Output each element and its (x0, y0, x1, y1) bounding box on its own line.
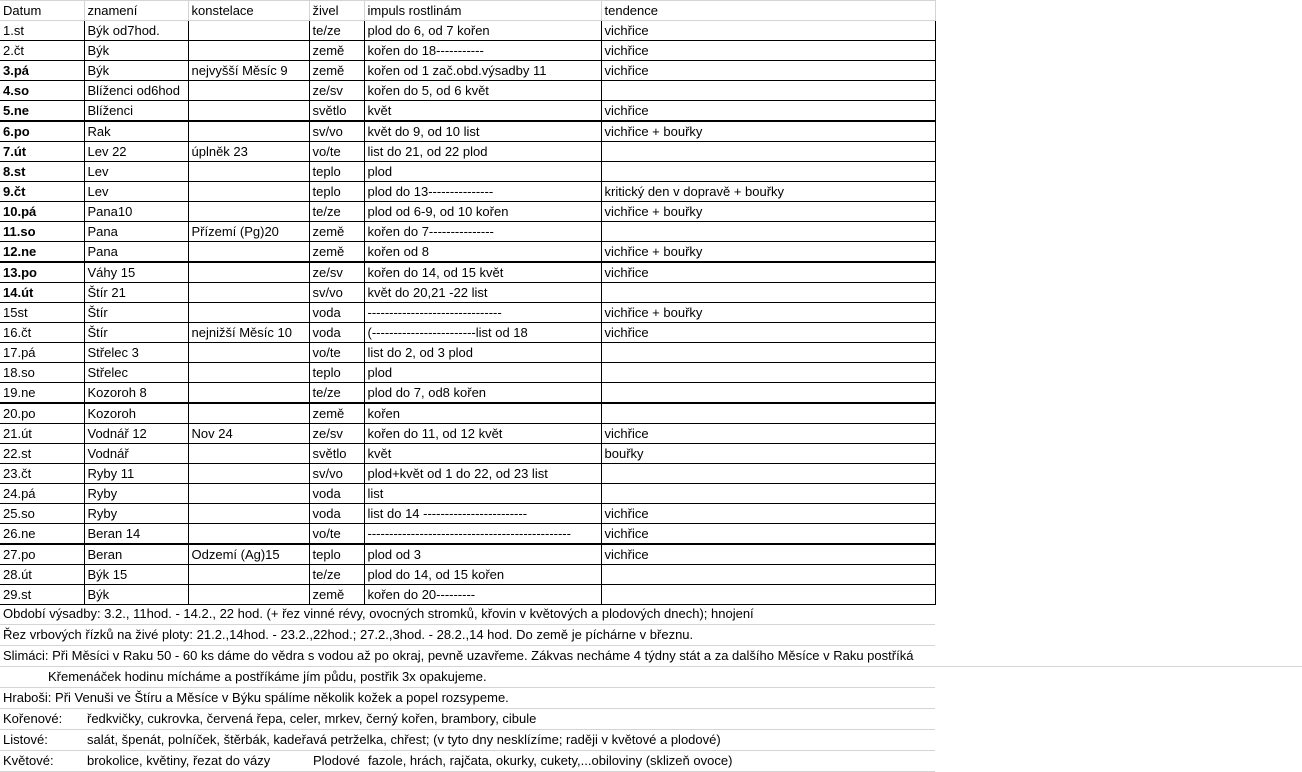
cell-constellation[interactable] (188, 383, 309, 404)
cell-constellation[interactable] (188, 565, 309, 585)
cell-constellation[interactable] (188, 403, 309, 424)
table-row (0, 403, 935, 424)
cell-impulse[interactable]: kořen do 20--------- (364, 585, 601, 605)
plodove-label: Plodové (313, 753, 360, 768)
cell-sign[interactable]: Ryby 11 (84, 464, 188, 484)
cell-constellation[interactable] (188, 283, 309, 303)
cell-constellation[interactable]: nejvyšší Měsíc 9 (188, 61, 309, 81)
cell-impulse[interactable]: plod do 13--------------- (364, 182, 601, 202)
cell-date[interactable]: 16.čt (0, 323, 84, 343)
cell-element[interactable]: voda (309, 323, 364, 343)
cell-trend[interactable]: vichřice + bouřky (601, 202, 935, 222)
table-row (0, 343, 935, 363)
cell-impulse[interactable]: kořen do 14, od 15 květ (364, 262, 601, 283)
cell-date[interactable]: 21.út (0, 424, 84, 444)
cell-constellation[interactable] (188, 41, 309, 61)
cell-trend[interactable]: vichřice (601, 61, 935, 81)
cell-date[interactable]: 3.pá (0, 61, 84, 81)
cell-constellation[interactable] (188, 484, 309, 504)
table-row (0, 363, 935, 383)
cell-impulse[interactable]: kořen do 5, od 6 květ (364, 81, 601, 101)
cell-sign[interactable]: Lev 22 (84, 142, 188, 162)
table-row (0, 202, 935, 222)
cell-sign[interactable]: Lev (84, 182, 188, 202)
cell-constellation[interactable] (188, 504, 309, 524)
cell-sign[interactable]: Váhy 15 (84, 262, 188, 283)
table-row (0, 484, 935, 504)
cell-impulse[interactable]: plod od 3 (364, 544, 601, 565)
cell-trend[interactable] (601, 363, 935, 383)
table-row (0, 262, 935, 283)
cell-trend[interactable] (601, 283, 935, 303)
cell-impulse[interactable]: květ do 9, od 10 list (364, 121, 601, 142)
cell-impulse[interactable]: list (364, 484, 601, 504)
plodove-text: fazole, hrách, rajčata, okurky, cukety,...obiloviny (sklizeň ovoce) (368, 753, 733, 768)
note-korenove[interactable] (0, 709, 935, 730)
cell-constellation[interactable] (188, 262, 309, 283)
cell-date[interactable]: 9.čt (0, 182, 84, 202)
cell-date[interactable]: 22.st (0, 444, 84, 464)
cell-element[interactable]: země (309, 242, 364, 263)
table-row (0, 444, 935, 464)
cell-sign[interactable]: Kozoroh (84, 403, 188, 424)
cell-constellation[interactable] (188, 444, 309, 464)
cell-trend[interactable] (601, 81, 935, 101)
cell-sign[interactable]: Býk od7hod. (84, 21, 188, 41)
cell-date[interactable]: 24.pá (0, 484, 84, 504)
cell-constellation[interactable] (188, 202, 309, 222)
cell-trend[interactable]: vichřice (601, 101, 935, 122)
cell-constellation[interactable] (188, 21, 309, 41)
table-row (0, 162, 935, 182)
cell-constellation[interactable] (188, 81, 309, 101)
cell-sign[interactable]: Kozoroh 8 (84, 383, 188, 404)
table-row (0, 21, 935, 41)
table-row (0, 182, 935, 202)
cell-trend[interactable]: vichřice (601, 424, 935, 444)
cell-impulse[interactable]: list do 14 ------------------------ (364, 504, 601, 524)
cell-trend[interactable] (601, 565, 935, 585)
note-listove[interactable] (0, 730, 935, 751)
cell-element[interactable]: světlo (309, 101, 364, 122)
cell-sign[interactable]: Ryby (84, 484, 188, 504)
korenove-text: ředkvičky, cukrovka, červená řepa, celer, mrkev, černý kořen, brambory, cibule (87, 711, 537, 726)
cell-impulse[interactable]: plod do 14, od 15 kořen (364, 565, 601, 585)
table-row (0, 41, 935, 61)
cell-element[interactable]: sv/vo (309, 283, 364, 303)
cell-trend[interactable]: vichřice (601, 323, 935, 343)
cell-impulse[interactable]: květ (364, 444, 601, 464)
table-row (0, 585, 935, 605)
cell-element[interactable]: voda (309, 484, 364, 504)
note-kvetove[interactable] (0, 751, 935, 772)
cell-element[interactable]: sv/vo (309, 464, 364, 484)
cell-element[interactable]: země (309, 41, 364, 61)
cell-element[interactable]: vo/te (309, 343, 364, 363)
cell-impulse[interactable]: ----------------------------------------------- (364, 524, 601, 545)
cell-sign[interactable]: Ryby (84, 504, 188, 524)
cell-element[interactable]: ze/sv (309, 262, 364, 283)
cell-sign[interactable]: Vodnář (84, 444, 188, 464)
cell-constellation[interactable] (188, 363, 309, 383)
table-row (0, 121, 935, 142)
cell-element[interactable]: voda (309, 504, 364, 524)
cell-date[interactable]: 11.so (0, 222, 84, 242)
cell-impulse[interactable]: plod do 7, od8 kořen (364, 383, 601, 404)
table-row (0, 61, 935, 81)
cell-impulse[interactable]: list do 2, od 3 plod (364, 343, 601, 363)
cell-impulse[interactable]: plod od 6-9, od 10 kořen (364, 202, 601, 222)
cell-trend[interactable] (601, 403, 935, 424)
table-row (0, 81, 935, 101)
cell-sign[interactable]: Pana10 (84, 202, 188, 222)
note-slimaci[interactable]: Slimáci: Při Měsíci v Raku 50 - 60 ks dáme do vědra s vodou až po okraj, pevně uzavřeme. Zákvas necháme 4 týdny stát a za dalšího Měsíce v Raku postříká (0, 646, 1302, 667)
cell-trend[interactable]: vichřice (601, 524, 935, 545)
table-row (0, 303, 935, 323)
cell-constellation[interactable]: nejnižší Měsíc 10 (188, 323, 309, 343)
cell-element[interactable]: světlo (309, 444, 364, 464)
cell-impulse[interactable]: kořen od 1 zač.obd.výsadby 11 (364, 61, 601, 81)
cell-trend[interactable]: vichřice + bouřky (601, 303, 935, 323)
table-row (0, 242, 935, 263)
table-row (0, 383, 935, 404)
cell-impulse[interactable]: kořen do 11, od 12 květ (364, 424, 601, 444)
cell-impulse[interactable]: kořen do 7--------------- (364, 222, 601, 242)
cell-impulse[interactable]: květ (364, 101, 601, 122)
cell-element[interactable]: voda (309, 303, 364, 323)
cell-trend[interactable] (601, 383, 935, 404)
note-hrabosi[interactable]: Hraboši: Při Venuši ve Štíru a Měsíce v Býku spálíme několik kožek a popel rozsypeme. (0, 688, 935, 709)
cell-date[interactable]: 12.ne (0, 242, 84, 263)
kvetove-label: Květové: (3, 753, 54, 768)
cell-date[interactable]: 8.st (0, 162, 84, 182)
cell-element[interactable]: te/ze (309, 202, 364, 222)
cell-date[interactable]: 14.út (0, 283, 84, 303)
cell-sign[interactable]: Pana (84, 242, 188, 263)
cell-impulse[interactable]: květ do 20,21 -22 list (364, 283, 601, 303)
cell-sign[interactable]: Beran 14 (84, 524, 188, 545)
cell-date[interactable]: 6.po (0, 121, 84, 142)
cell-impulse[interactable]: plod+květ od 1 do 22, od 23 list (364, 464, 601, 484)
table-row (0, 544, 935, 565)
cell-element[interactable]: ze/sv (309, 81, 364, 101)
cell-trend[interactable] (601, 484, 935, 504)
cell-sign[interactable]: Rak (84, 121, 188, 142)
cell-impulse[interactable]: kořen (364, 403, 601, 424)
cell-date[interactable]: 13.po (0, 262, 84, 283)
cell-impulse[interactable]: list do 21, od 22 plod (364, 142, 601, 162)
cell-element[interactable]: teplo (309, 363, 364, 383)
cell-sign[interactable]: Štír 21 (84, 283, 188, 303)
cell-trend[interactable] (601, 142, 935, 162)
cell-date[interactable]: 29.st (0, 585, 84, 605)
cell-constellation[interactable] (188, 182, 309, 202)
cell-sign[interactable]: Býk (84, 41, 188, 61)
cell-constellation[interactable] (188, 464, 309, 484)
note-kremenacek[interactable] (0, 667, 935, 688)
cell-trend[interactable]: vichřice (601, 21, 935, 41)
cell-constellation[interactable]: Přízemí (Pg)20 (188, 222, 309, 242)
table-row (0, 504, 935, 524)
cell-sign[interactable]: Vodnář 12 (84, 424, 188, 444)
cell-impulse[interactable]: plod (364, 162, 601, 182)
cell-trend[interactable] (601, 464, 935, 484)
listove-text: salát, špenát, polníček, štěrbák, kadeřavá petrželka, chřest; (v tyto dny nesklízíme; raději v květové a plodové) (87, 732, 721, 747)
cell-sign[interactable]: Lev (84, 162, 188, 182)
table-row (0, 222, 935, 242)
cell-sign[interactable]: Býk 15 (84, 565, 188, 585)
cell-sign[interactable]: Blíženci od6hod (84, 81, 188, 101)
cell-element[interactable]: vo/te (309, 524, 364, 545)
cell-sign[interactable]: Beran (84, 544, 188, 565)
cell-date[interactable]: 1.st (0, 21, 84, 41)
cell-date[interactable]: 10.pá (0, 202, 84, 222)
header-impuls[interactable]: impuls rostlinám (364, 1, 601, 21)
cell-element[interactable]: te/ze (309, 383, 364, 404)
cell-constellation[interactable] (188, 162, 309, 182)
cell-constellation[interactable] (188, 101, 309, 122)
cell-element[interactable]: země (309, 403, 364, 424)
cell-date[interactable]: 2.čt (0, 41, 84, 61)
cell-date[interactable]: 20.po (0, 403, 84, 424)
cell-date[interactable]: 15st (0, 303, 84, 323)
cell-impulse[interactable]: plod do 6, od 7 kořen (364, 21, 601, 41)
cell-trend[interactable] (601, 585, 935, 605)
header-row (0, 1, 935, 21)
cell-date[interactable]: 28.út (0, 565, 84, 585)
cell-element[interactable]: země (309, 585, 364, 605)
table-row (0, 464, 935, 484)
cell-element[interactable]: te/ze (309, 21, 364, 41)
kvetove-text: brokolice, květiny, řezat do vázy (87, 753, 271, 768)
cell-trend[interactable] (601, 343, 935, 363)
cell-constellation[interactable] (188, 585, 309, 605)
cell-constellation[interactable] (188, 343, 309, 363)
cell-trend[interactable] (601, 222, 935, 242)
cell-sign[interactable]: Pana (84, 222, 188, 242)
cell-trend[interactable]: vichřice (601, 262, 935, 283)
table-row (0, 323, 935, 343)
cell-trend[interactable]: vichřice + bouřky (601, 121, 935, 142)
table-row (0, 565, 935, 585)
note-kremenacek-text: Křemenáček hodinu mícháme a postříkáme jím půdu, postřik 3x opakujeme. (48, 669, 487, 684)
cell-trend[interactable]: vichřice (601, 544, 935, 565)
listove-label: Listové: (3, 732, 48, 747)
cell-element[interactable]: země (309, 222, 364, 242)
cell-date[interactable]: 19.ne (0, 383, 84, 404)
cell-sign[interactable]: Střelec 3 (84, 343, 188, 363)
table-row (0, 283, 935, 303)
cell-date[interactable]: 27.po (0, 544, 84, 565)
cell-trend[interactable]: bouřky (601, 444, 935, 464)
cell-element[interactable]: země (309, 61, 364, 81)
cell-impulse[interactable]: ------------------------------- (364, 303, 601, 323)
cell-date[interactable]: 26.ne (0, 524, 84, 545)
cell-date[interactable]: 25.so (0, 504, 84, 524)
cell-constellation[interactable]: Odzemí (Ag)15 (188, 544, 309, 565)
table-row (0, 524, 935, 545)
cell-constellation[interactable] (188, 303, 309, 323)
header-datum[interactable]: Datum (0, 1, 84, 21)
cell-element[interactable]: vo/te (309, 142, 364, 162)
header-zivel[interactable]: živel (309, 1, 364, 21)
korenove-label: Kořenové: (3, 711, 63, 726)
cell-date[interactable]: 5.ne (0, 101, 84, 122)
table-row (0, 101, 935, 122)
cell-sign[interactable]: Býk (84, 61, 188, 81)
header-znameni[interactable]: znamení (84, 1, 188, 21)
cell-element[interactable]: teplo (309, 544, 364, 565)
cell-date[interactable]: 7.út (0, 142, 84, 162)
header-tendence[interactable]: tendence (601, 1, 935, 21)
cell-trend[interactable]: vichřice + bouřky (601, 242, 935, 263)
cell-trend[interactable]: kritický den v dopravě + bouřky (601, 182, 935, 202)
notes-section (0, 604, 1302, 772)
cell-constellation[interactable] (188, 121, 309, 142)
cell-constellation[interactable] (188, 524, 309, 545)
cell-impulse[interactable]: (------------------------list od 18 (364, 323, 601, 343)
cell-sign[interactable]: Býk (84, 585, 188, 605)
cell-constellation[interactable] (188, 242, 309, 263)
cell-sign[interactable]: Střelec (84, 363, 188, 383)
header-konstelace[interactable]: konstelace (188, 1, 309, 21)
cell-element[interactable]: te/ze (309, 565, 364, 585)
cell-element[interactable]: teplo (309, 182, 364, 202)
cell-impulse[interactable]: kořen do 18----------- (364, 41, 601, 61)
cell-constellation[interactable]: Nov 24 (188, 424, 309, 444)
cell-sign[interactable]: Blíženci (84, 101, 188, 122)
cell-sign[interactable]: Štír (84, 323, 188, 343)
cell-element[interactable]: sv/vo (309, 121, 364, 142)
cell-trend[interactable] (601, 162, 935, 182)
note-vysadba[interactable]: Období výsadby: 3.2., 11hod. - 14.2., 22 hod. (+ řez vinné révy, ovocných stromků, křovin v květových a plodových dnech); hnojení (0, 604, 935, 625)
cell-element[interactable]: ze/sv (309, 424, 364, 444)
table-row (0, 424, 935, 444)
cell-trend[interactable]: vichřice (601, 41, 935, 61)
cell-constellation[interactable]: úplněk 23 (188, 142, 309, 162)
cell-trend[interactable]: vichřice (601, 504, 935, 524)
cell-sign[interactable]: Štír (84, 303, 188, 323)
cell-impulse[interactable]: plod (364, 363, 601, 383)
cell-date[interactable]: 4.so (0, 81, 84, 101)
cell-date[interactable]: 18.so (0, 363, 84, 383)
cell-date[interactable]: 23.čt (0, 464, 84, 484)
note-rez[interactable]: Řez vrbových řízků na živé ploty: 21.2.,14hod. - 23.2.,22hod.; 27.2.,3hod. - 28.2.,14 hod. Do země je píchárne v březnu. (0, 625, 935, 646)
cell-date[interactable]: 17.pá (0, 343, 84, 363)
cell-impulse[interactable]: kořen od 8 (364, 242, 601, 263)
cell-element[interactable]: teplo (309, 162, 364, 182)
table-row (0, 142, 935, 162)
